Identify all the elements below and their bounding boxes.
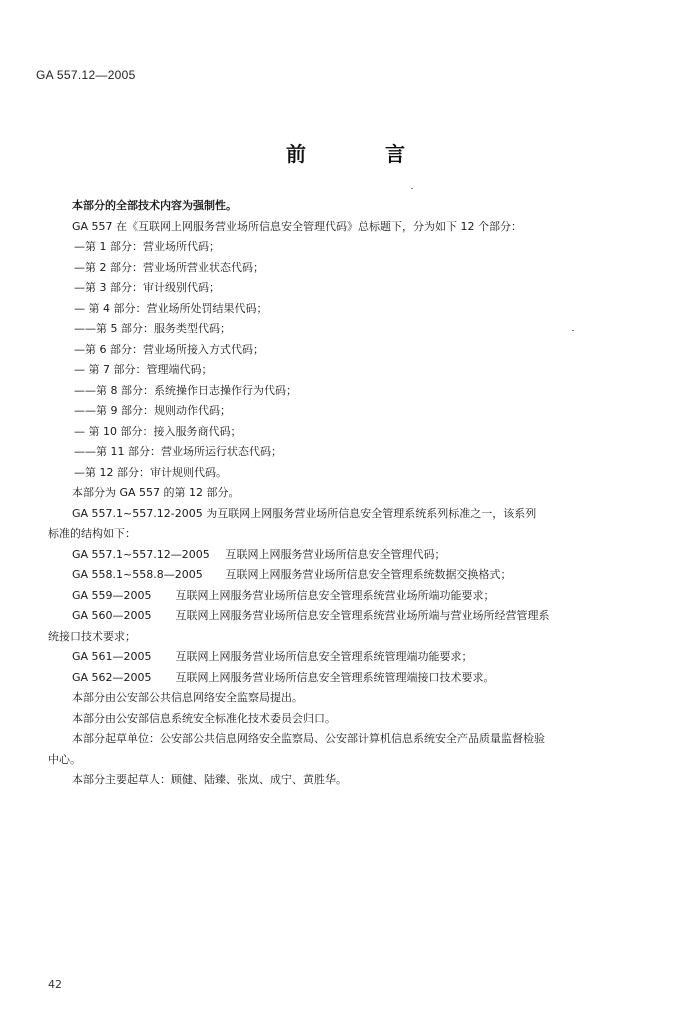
standard-name: 互联网上网服务营业场所信息安全管理系统管理端功能要求； xyxy=(175,650,473,663)
standard-line xyxy=(48,586,648,607)
authors-statement: 本部分主要起草人：顾健、陆臻、张岚、成宁、黄胜华。 xyxy=(72,773,347,786)
list-item: ——第 5 部分：服务类型代码； xyxy=(74,322,231,335)
series-statement-cont: 标准的结构如下： xyxy=(48,527,136,540)
standard-name: 互联网上网服务营业场所信息安全管理系统营业场所端功能要求； xyxy=(175,588,495,602)
standard-name: 互联网上网服务营业场所信息安全管理代码； xyxy=(225,547,446,561)
parts-list xyxy=(48,237,648,483)
standard-name: 互联网上网服务营业场所信息安全管理系统数据交换格式； xyxy=(225,568,512,581)
list-item: ——第 8 部分：系统操作日志操作行为代码； xyxy=(74,383,297,397)
standard-code-item: GA 561—2005 xyxy=(72,650,152,663)
mandatory-statement: 本部分的全部技术内容为强制性。 xyxy=(72,199,237,212)
standard-code-item: GA 557.1~557.12—2005 xyxy=(72,547,210,561)
foreword-content xyxy=(48,196,648,791)
proposer-statement: 本部分由公安部公共信息网络安全监察局提出。 xyxy=(72,691,303,704)
standard-line xyxy=(48,647,648,668)
standard-line xyxy=(48,668,648,689)
standard-line-cont: 统接口技术要求； xyxy=(48,629,136,643)
page-number: 42 xyxy=(48,978,62,991)
standard-name: 互联网上网服务营业场所信息安全管理系统营业场所端与营业场所经营管理系 xyxy=(175,609,550,622)
standard-code-item: GA 562—2005 xyxy=(72,670,152,684)
standard-line xyxy=(48,545,648,566)
standard-name: 互联网上网服务营业场所信息安全管理系统管理端接口技术要求。 xyxy=(175,670,495,684)
list-item: ——第 9 部分：规则动作代码； xyxy=(74,404,231,417)
list-item: —第 12 部分：审计规则代码。 xyxy=(74,465,227,479)
standard-line xyxy=(48,565,648,586)
list-item: — 第 4 部分：营业场所处罚结果代码； xyxy=(74,301,268,315)
standard-code-item: GA 558.1~558.8—2005 xyxy=(72,568,203,581)
list-item: —第 2 部分：营业场所营业状态代码； xyxy=(74,260,264,274)
list-item: —第 6 部分：营业场所接入方式代码； xyxy=(74,342,264,356)
list-item: — 第 7 部分：管理端代码； xyxy=(74,363,213,376)
owner-statement: 本部分由公安部信息系统安全标准化技术委员会归口。 xyxy=(72,711,336,725)
series-statement: GA 557.1~557.12-2005 为互联网上网服务营业场所信息安全管理系统系列标准之一，该系列 xyxy=(72,506,537,520)
drafter-statement: 本部分起草单位：公安部公共信息网络安全监察局、公安部计算机信息系统安全产品质量监督检验 xyxy=(72,732,545,745)
standard-code: GA 557.12—2005 xyxy=(36,68,136,82)
standard-line xyxy=(48,606,648,627)
list-item: — 第 10 部分：接入服务商代码； xyxy=(74,424,242,438)
list-item: ——第 11 部分：营业场所运行状态代码； xyxy=(74,445,282,458)
drafter-statement-cont: 中心。 xyxy=(48,752,81,766)
list-item: —第 1 部分：营业场所代码； xyxy=(74,240,220,253)
parts-intro: GA 557 在《互联网上网服务营业场所信息安全管理代码》总标题下，分为如下 12 个部分： xyxy=(72,219,523,233)
standard-code-item: GA 559—2005 xyxy=(72,588,152,602)
part-of-statement: 本部分为 GA 557 的第 12 部分。 xyxy=(72,486,240,499)
list-item: —第 3 部分：审计级别代码； xyxy=(74,281,220,294)
standard-code-item: GA 560—2005 xyxy=(72,609,152,622)
page-title: 前 言 xyxy=(286,142,441,166)
